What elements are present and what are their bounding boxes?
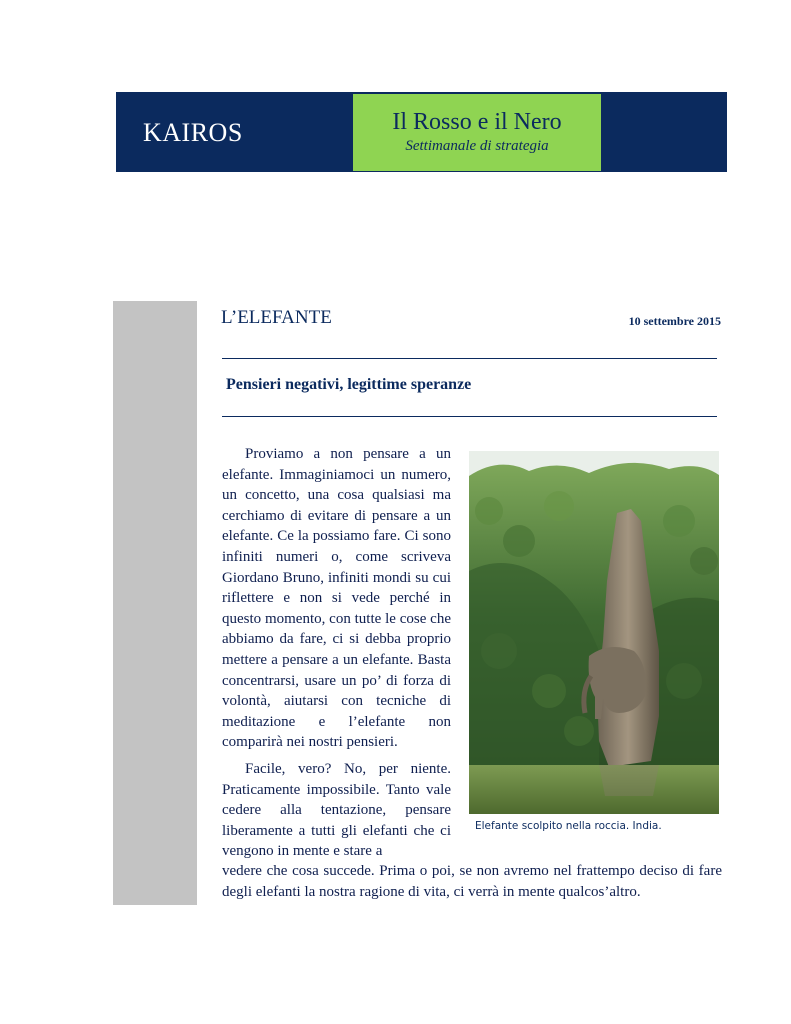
article-title: L’ELEFANTE: [221, 307, 332, 328]
photo-caption: Elefante scolpito nella roccia. India.: [475, 820, 662, 832]
paragraph-1: Proviamo a non pensare a un elefante. Immaginiamoci un numero, un concetto, una cosa qualsiasi ma cerchiamo di evitare di pensare a un elefante. Ce la possiamo fare. Ci sono infiniti numeri o, come scriveva Giordano Bruno, infiniti mondi su cui riflettere e non si vede perché in questo momento, con tutte le cose che abbiamo da fare, ci si debba proprio mettere a pensare a un elefante. Basta concentrarsi, usare un po’ di forza di volontà, aiutarsi con tecniche di meditazione e l’elefante non comparirà nei nostri pensieri.: [222, 446, 451, 751]
article-date: 10 settembre 2015: [628, 314, 721, 328]
divider-bottom: [222, 416, 717, 417]
elephant-rock-photo: [469, 451, 719, 814]
grey-sidebar: [113, 301, 197, 905]
rock-reflection: [599, 765, 659, 796]
newsletter-subtitle: Settimanale di strategia: [405, 138, 549, 154]
kairos-logo: KAIROS: [143, 118, 243, 147]
paragraph-2: Facile, vero? No, per niente. Praticamente impossibile. Tanto vale cedere alla tentazione, pensare liberamente a tutti gli elefanti che ci vengono in mente e stare a: [222, 760, 451, 860]
photo-illustration: [469, 451, 719, 814]
newsletter-title-box: [353, 94, 601, 171]
paragraph-2-continued: vedere che cosa succede. Prima o poi, se non avremo nel frattempo deciso di fare degli elefanti la nostra ragione di vita, ci verrà in mente qualcos’altro.: [222, 863, 722, 900]
newsletter-title: Il Rosso e il Nero: [392, 109, 562, 135]
body-column: [222, 444, 451, 868]
river-water: [469, 765, 719, 814]
article-subtitle: Pensieri negativi, legittime speranze: [226, 376, 472, 393]
divider-top: [222, 358, 717, 359]
